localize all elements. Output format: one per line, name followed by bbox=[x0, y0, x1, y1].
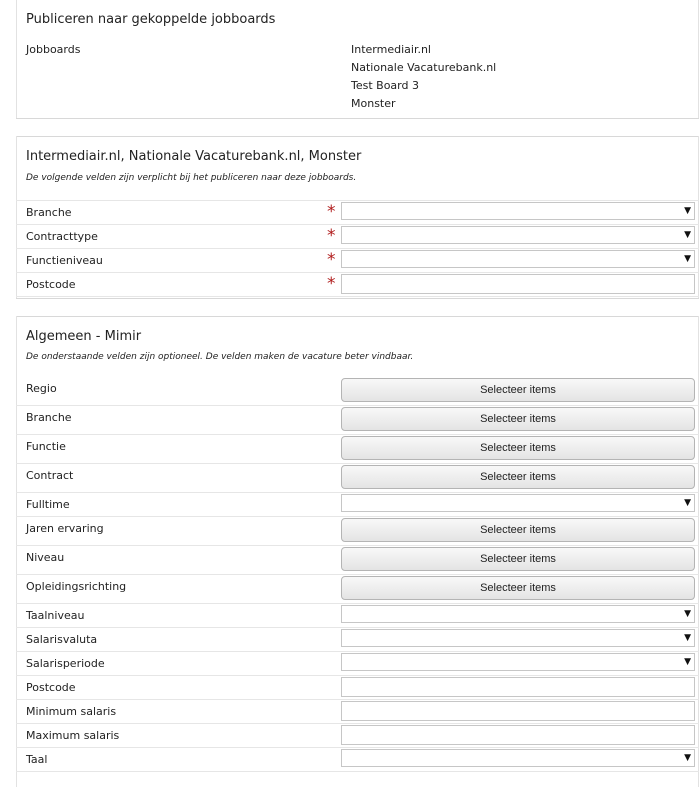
postcode-input[interactable] bbox=[341, 677, 695, 697]
required-marker: * bbox=[327, 250, 336, 270]
contracttype-select[interactable] bbox=[341, 226, 695, 244]
branche-select-items-button[interactable]: Selecteer items bbox=[341, 407, 695, 431]
required-marker: * bbox=[327, 226, 336, 246]
row-divider bbox=[16, 627, 699, 628]
row-divider bbox=[16, 771, 699, 772]
jobboard-item: Test Board 3 bbox=[351, 79, 419, 92]
branche-label: Branche bbox=[26, 206, 72, 219]
dropdown-arrow-icon: ▼ bbox=[684, 254, 691, 264]
row-divider bbox=[16, 574, 699, 575]
jobboards-label: Jobboards bbox=[26, 43, 81, 56]
dropdown-arrow-icon: ▼ bbox=[684, 230, 691, 240]
jaren-ervaring-select-items-button[interactable]: Selecteer items bbox=[341, 518, 695, 542]
salarisvaluta-label: Salarisvaluta bbox=[26, 633, 98, 646]
branche-label: Branche bbox=[26, 411, 72, 424]
row-divider bbox=[16, 651, 699, 652]
contracttype-label: Contracttype bbox=[26, 230, 98, 243]
taal-select[interactable] bbox=[341, 749, 695, 767]
taalniveau-select[interactable] bbox=[341, 605, 695, 623]
opleidingsrichting-label: Opleidingsrichting bbox=[26, 580, 127, 593]
required-section-title: Intermediair.nl, Nationale Vacaturebank.nl, Monster bbox=[26, 149, 362, 164]
row-divider bbox=[16, 405, 699, 406]
postcode-required-label: Postcode bbox=[26, 278, 76, 291]
niveau-label: Niveau bbox=[26, 551, 65, 564]
row-divider bbox=[16, 545, 699, 546]
row-divider bbox=[16, 224, 699, 225]
dropdown-arrow-icon: ▼ bbox=[684, 753, 691, 763]
row-divider bbox=[16, 463, 699, 464]
required-marker: * bbox=[327, 202, 336, 222]
regio-select-items-button[interactable]: Selecteer items bbox=[341, 378, 695, 402]
optional-section-title: Algemeen - Mimir bbox=[26, 329, 142, 344]
taalniveau-label: Taalniveau bbox=[26, 609, 85, 622]
row-divider bbox=[16, 723, 699, 724]
dropdown-arrow-icon: ▼ bbox=[684, 633, 691, 643]
dropdown-arrow-icon: ▼ bbox=[684, 206, 691, 216]
jobboard-item: Nationale Vacaturebank.nl bbox=[351, 61, 497, 74]
contract-select-items-button[interactable]: Selecteer items bbox=[341, 465, 695, 489]
jobboard-item: Intermediair.nl bbox=[351, 43, 431, 56]
regio-label: Regio bbox=[26, 382, 57, 395]
required-marker: * bbox=[327, 274, 336, 294]
functie-select-items-button[interactable]: Selecteer items bbox=[341, 436, 695, 460]
salarisperiode-select[interactable] bbox=[341, 653, 695, 671]
row-divider bbox=[16, 675, 699, 676]
jobboard-item: Monster bbox=[351, 97, 396, 110]
maximum-salaris-input[interactable] bbox=[341, 725, 695, 745]
required-section-description: De volgende velden zijn verplicht bij het publiceren naar deze jobboards. bbox=[26, 173, 357, 183]
row-divider bbox=[16, 603, 699, 604]
row-divider bbox=[16, 248, 699, 249]
optional-section-description: De onderstaande velden zijn optioneel. De velden maken de vacature beter vindbaar. bbox=[26, 352, 414, 362]
salarisperiode-label: Salarisperiode bbox=[26, 657, 105, 670]
opleidingsrichting-select-items-button[interactable]: Selecteer items bbox=[341, 576, 695, 600]
salarisvaluta-select[interactable] bbox=[341, 629, 695, 647]
branche-select[interactable] bbox=[341, 202, 695, 220]
row-divider bbox=[16, 272, 699, 273]
functie-label: Functie bbox=[26, 440, 66, 453]
minimum-salaris-label: Minimum salaris bbox=[26, 705, 117, 718]
functieniveau-select[interactable] bbox=[341, 250, 695, 268]
row-divider bbox=[16, 699, 699, 700]
row-divider bbox=[16, 434, 699, 435]
publish-title: Publiceren naar gekoppelde jobboards bbox=[26, 12, 276, 27]
maximum-salaris-label: Maximum salaris bbox=[26, 729, 120, 742]
dropdown-arrow-icon: ▼ bbox=[684, 657, 691, 667]
fulltime-select[interactable] bbox=[341, 494, 695, 512]
minimum-salaris-input[interactable] bbox=[341, 701, 695, 721]
row-divider bbox=[16, 296, 699, 297]
niveau-select-items-button[interactable]: Selecteer items bbox=[341, 547, 695, 571]
taal-label: Taal bbox=[26, 753, 48, 766]
postcode-label: Postcode bbox=[26, 681, 76, 694]
fulltime-label: Fulltime bbox=[26, 498, 70, 511]
row-divider bbox=[16, 516, 699, 517]
row-divider bbox=[16, 747, 699, 748]
row-divider bbox=[16, 492, 699, 493]
contract-label: Contract bbox=[26, 469, 74, 482]
divider bbox=[16, 118, 699, 119]
dropdown-arrow-icon: ▼ bbox=[684, 609, 691, 619]
postcode-required-input[interactable] bbox=[341, 274, 695, 294]
divider bbox=[16, 298, 699, 299]
jaren-ervaring-label: Jaren ervaring bbox=[26, 522, 104, 535]
functieniveau-label: Functieniveau bbox=[26, 254, 103, 267]
dropdown-arrow-icon: ▼ bbox=[684, 498, 691, 508]
row-divider bbox=[16, 200, 699, 201]
